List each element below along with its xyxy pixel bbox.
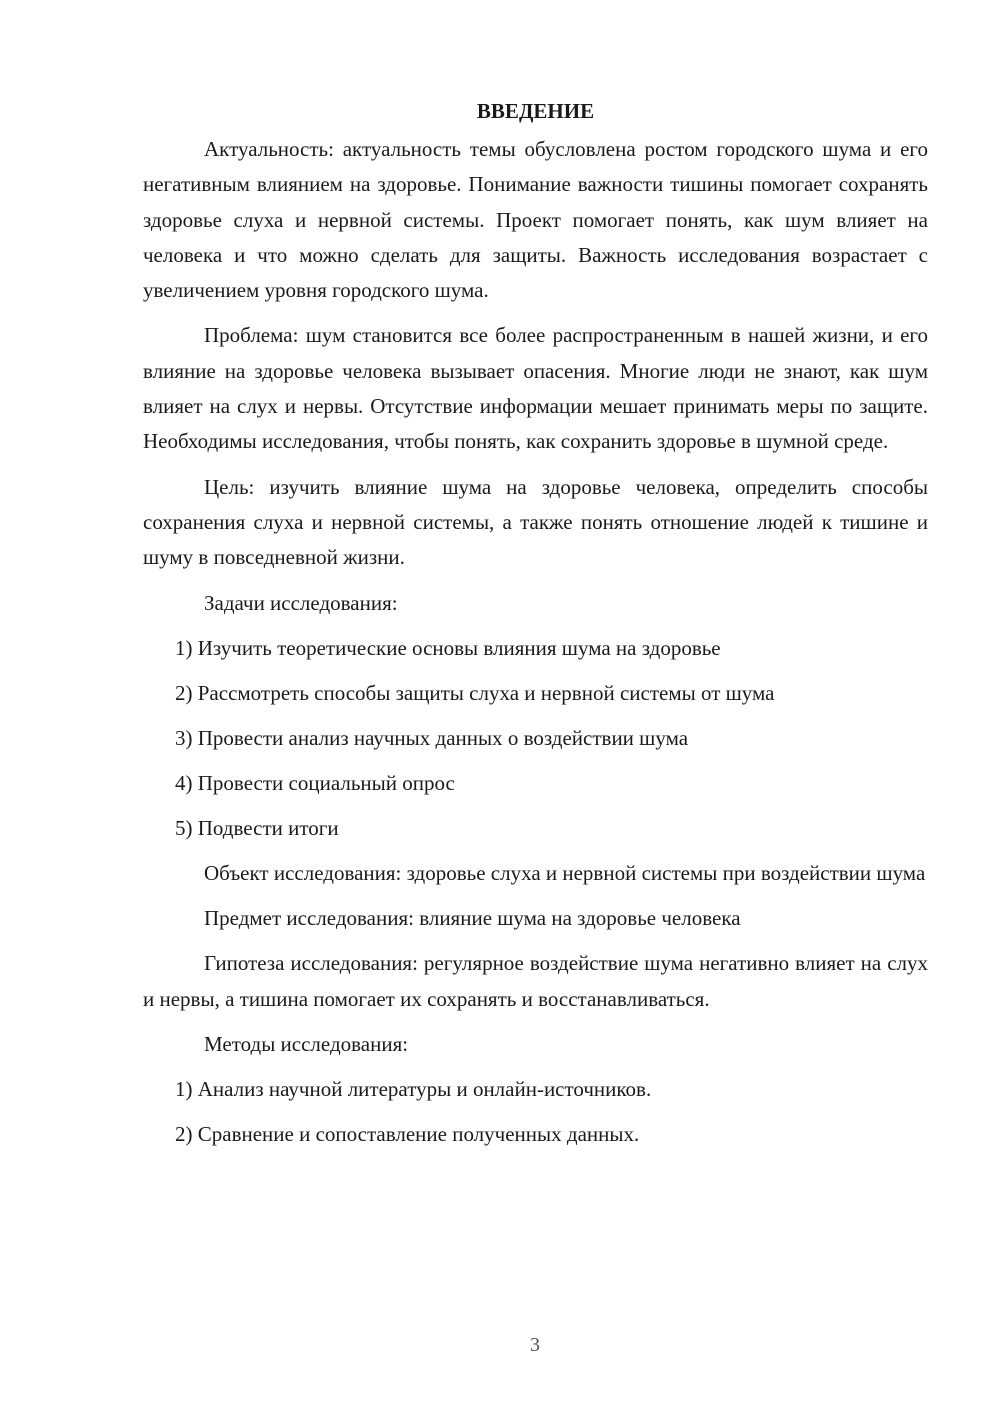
method-item: 2) Сравнение и сопоставление полученных данных. — [175, 1122, 640, 1147]
section-title: ВВЕДЕНИЕ — [476, 99, 595, 123]
paragraph-relevance: Актуальность: актуальность темы обусловлена ростом городского шума и его негативным влиянием на здоровье. Понимание важности тишины помогает сохранять здоровье слуха и нервной системы. Проект помогает понять, как шум влияет на человека и что можно сделать для защиты. Важность исследования возрастает с увеличением уровня городского шума. — [143, 137, 928, 303]
task-item: 3) Провести анализ научных данных о воздействии шума — [175, 725, 689, 750]
task-item: 2) Рассмотреть способы защиты слуха и нервной системы от шума — [175, 680, 775, 705]
paragraph-object: Объект исследования: здоровье слуха и нервной системы при воздействии шума — [204, 860, 926, 885]
paragraph-hypothesis: Гипотеза исследования: регулярное воздействие шума негативно влияет на слух и нервы, а тишина помогает их сохранять и восстанавливаться. — [143, 951, 928, 1011]
task-item: 5) Подвести итоги — [175, 815, 339, 840]
tasks-heading: Задачи исследования: — [204, 590, 398, 615]
method-item: 1) Анализ научной литературы и онлайн-источников. — [175, 1077, 652, 1102]
document-page — [143, 96, 928, 1162]
paragraph-subject: Предмет исследования: влияние шума на здоровье человека — [204, 906, 741, 931]
methods-heading: Методы исследования: — [204, 1032, 409, 1057]
paragraph-goal: Цель: изучить влияние шума на здоровье человека, определить способы сохранения слуха и нервной системы, а также понять отношение людей к тишине и шуму в повседневной жизни. — [143, 474, 928, 570]
task-item: 1) Изучить теоретические основы влияния шума на здоровье — [175, 635, 721, 660]
task-item: 4) Провести социальный опрос — [175, 770, 455, 795]
page-number: 3 — [530, 1334, 540, 1356]
paragraph-problem: Проблема: шум становится все более распространенным в нашей жизни, и его влияние на здоровье человека вызывает опасения. Многие люди не знают, как шум влияет на слух и нервы. Отсутствие информации мешает принимать меры по защите. Необходимы исследования, чтобы понять, как сохранить здоровье в шумной среде. — [143, 323, 928, 454]
